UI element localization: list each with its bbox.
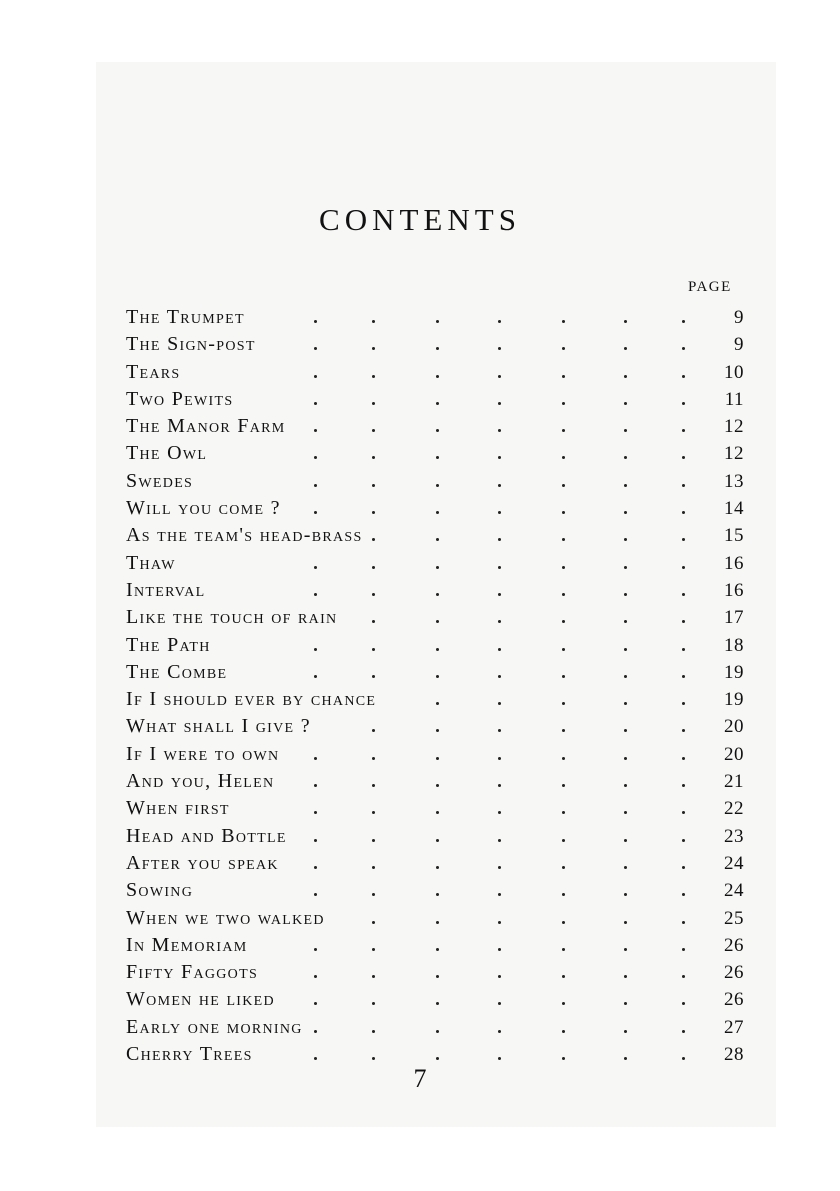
leader-dot [682,948,685,951]
leader-dot [498,402,501,405]
toc-entry-page: 16 [724,579,744,601]
toc-entry-title: After you speak [126,851,279,874]
leader-dot [624,484,627,487]
leader-dot [498,675,501,678]
leader-dot [436,1002,439,1005]
leader-dot [624,839,627,842]
leader-dot [498,429,501,432]
leader-dot [682,566,685,569]
leader-dot [436,456,439,459]
toc-entry [126,795,744,822]
toc-entry-title: Fifty Faggots [126,961,259,984]
leader-dot [624,347,627,350]
leader-dot [498,648,501,651]
leader-dot [624,648,627,651]
toc-entry [126,331,744,358]
leader-dot [624,729,627,732]
leader-dot [436,511,439,514]
toc-entry-page: 15 [724,525,744,547]
leader-dot [682,1030,685,1033]
leader-dot [562,702,565,705]
leader-dot [624,566,627,569]
leader-dot [682,538,685,541]
toc-entry [126,850,744,877]
leader-dot [372,375,375,378]
leader-dot [624,456,627,459]
toc-entry-page: 21 [724,771,744,793]
leader-dot [314,648,317,651]
toc-entry-title: The Sign-post [126,333,256,356]
leader-dot [314,975,317,978]
leader-dot [314,839,317,842]
toc-entry-page: 16 [724,552,744,574]
leader-dot [314,757,317,760]
leader-dot [372,1002,375,1005]
toc-entry-page: 28 [724,1044,744,1066]
leader-dot [314,347,317,350]
leader-dot [624,866,627,869]
leader-dot [562,866,565,869]
leader-dot [372,921,375,924]
leader-dot [682,729,685,732]
dot-leaders [126,359,686,386]
leader-dot [436,757,439,760]
leader-dot [624,702,627,705]
leader-dot [372,402,375,405]
leader-dot [314,811,317,814]
toc-entry-title: Cherry Trees [126,1043,253,1066]
leader-dot [498,511,501,514]
leader-dot [624,948,627,951]
leader-dot [436,484,439,487]
leader-dot [624,375,627,378]
leader-dot [372,347,375,350]
leader-dot [314,784,317,787]
leader-dot [498,839,501,842]
leader-dot [372,839,375,842]
leader-dot [498,893,501,896]
leader-dot [682,648,685,651]
toc-entry [126,604,744,631]
leader-dot [562,729,565,732]
leader-dot [314,1002,317,1005]
toc-entry-page: 12 [724,416,744,438]
leader-dot [562,1002,565,1005]
leader-dot [682,429,685,432]
leader-dot [436,839,439,842]
leader-dot [682,893,685,896]
toc-entry-title: The Path [126,633,211,656]
leader-dot [498,320,501,323]
toc-entry-page: 27 [724,1016,744,1038]
leader-dot [562,402,565,405]
toc-entry-page: 25 [724,907,744,929]
leader-dot [562,1030,565,1033]
leader-dot [314,375,317,378]
leader-dot [314,402,317,405]
leader-dot [436,921,439,924]
leader-dot [498,1057,501,1060]
leader-dot [436,893,439,896]
leader-dot [624,429,627,432]
leader-dot [682,702,685,705]
toc-entry [126,823,744,850]
toc-entry-page: 19 [724,689,744,711]
toc-entry-title: And you, Helen [126,770,275,793]
leader-dot [498,921,501,924]
leader-dot [624,975,627,978]
leader-dot [372,975,375,978]
toc-entry-title: The Trumpet [126,306,245,328]
leader-dot [682,620,685,623]
leader-dot [372,456,375,459]
leader-dot [372,429,375,432]
toc-entry-page: 13 [724,470,744,492]
leader-dot [372,729,375,732]
leader-dot [682,1002,685,1005]
leader-dot [682,839,685,842]
toc-entry-title: If I were to own [126,742,280,765]
leader-dot [562,648,565,651]
leader-dot [562,893,565,896]
toc-entry [126,468,744,495]
leader-dot [314,893,317,896]
leader-dot [436,975,439,978]
toc-entry-page: 22 [724,798,744,820]
leader-dot [682,484,685,487]
toc-entry-title: Sowing [126,879,194,902]
leader-dot [682,1057,685,1060]
leader-dot [372,648,375,651]
toc-entry [126,304,744,331]
leader-dot [624,511,627,514]
leader-dot [314,456,317,459]
leader-dot [498,1002,501,1005]
leader-dot [562,511,565,514]
leader-dot [682,511,685,514]
dot-leaders [126,468,686,495]
toc-entry-page: 26 [724,962,744,984]
toc-entry-title: Thaw [126,551,176,574]
page-title: CONTENTS [319,202,521,237]
leader-dot [562,675,565,678]
toc-entry-page: 9 [734,307,744,328]
leader-dot [372,1030,375,1033]
dot-leaders [126,440,686,467]
toc-entry-page: 12 [724,443,744,465]
leader-dot [372,511,375,514]
leader-dot [436,620,439,623]
leader-dot [682,347,685,350]
toc-entry-title: Interval [126,578,206,601]
leader-dot [314,866,317,869]
toc-entry-title: Swedes [126,469,194,492]
toc-entry-page: 9 [734,334,744,356]
leader-dot [624,620,627,623]
leader-dot [682,593,685,596]
leader-dot [498,1030,501,1033]
leader-dot [372,620,375,623]
toc-entry [126,932,744,959]
leader-dot [624,1002,627,1005]
leader-dot [682,811,685,814]
toc-entry-title: When we two walked [126,906,325,929]
leader-dot [682,784,685,787]
toc-entry-title: Early one morning [126,1015,303,1038]
leader-dot [498,456,501,459]
toc-entry-title: When first [126,797,230,820]
leader-dot [498,948,501,951]
leader-dot [436,320,439,323]
leader-dot [624,320,627,323]
leader-dot [562,757,565,760]
leader-dot [498,702,501,705]
leader-dot [436,347,439,350]
leader-dot [498,347,501,350]
leader-dot [624,593,627,596]
leader-dot [682,866,685,869]
leader-dot [562,320,565,323]
toc-entry [126,686,744,713]
leader-dot [436,866,439,869]
leader-dot [372,538,375,541]
toc-entry-title: As the team's head-brass [126,524,363,547]
toc-entry-page: 20 [724,716,744,738]
leader-dot [682,456,685,459]
toc-entry [126,632,744,659]
page-column-label: PAGE [688,279,732,295]
toc-entry-page: 10 [724,361,744,383]
toc-entry-page: 14 [724,498,744,520]
leader-dot [436,948,439,951]
dot-leaders [126,550,686,577]
toc-entry [126,768,744,795]
toc-entry-page: 26 [724,934,744,956]
toc-entry-title: The Combe [126,660,228,683]
toc-entry-page: 26 [724,989,744,1011]
leader-dot [624,811,627,814]
toc-entry [126,905,744,932]
toc-entry-page: 23 [724,825,744,847]
toc-entry-title: The Manor Farm [126,415,286,438]
toc-entry-title: In Memoriam [126,933,248,956]
leader-dot [436,729,439,732]
leader-dot [498,866,501,869]
toc-entry-title: Women he liked [126,988,275,1011]
leader-dot [314,566,317,569]
leader-dot [498,593,501,596]
leader-dot [624,1030,627,1033]
leader-dot [498,784,501,787]
leader-dot [314,484,317,487]
leader-dot [314,948,317,951]
leader-dot [314,675,317,678]
leader-dot [562,429,565,432]
toc-entry [126,413,744,440]
leader-dot [562,921,565,924]
leader-dot [372,566,375,569]
leader-dot [682,375,685,378]
leader-dot [498,566,501,569]
toc-entry-title: The Owl [126,442,208,465]
leader-dot [624,675,627,678]
leader-dot [624,893,627,896]
leader-dot [682,675,685,678]
leader-dot [436,648,439,651]
toc-entry-page: 24 [724,852,744,874]
leader-dot [436,429,439,432]
toc-entry [126,659,744,686]
toc-entry [126,713,744,740]
toc-entry-page: 18 [724,634,744,656]
leader-dot [562,1057,565,1060]
leader-dot [562,975,565,978]
toc-entry-title: Head and Bottle [126,824,287,847]
leader-dot [498,620,501,623]
leader-dot [436,811,439,814]
dot-leaders [126,877,686,904]
toc-entry [126,386,744,413]
leader-dot [498,484,501,487]
leader-dot [372,866,375,869]
leader-dot [314,1030,317,1033]
leader-dot [314,1057,317,1060]
leader-dot [562,784,565,787]
toc-entry [126,577,744,604]
toc-entry [126,522,744,549]
toc-entry [126,959,744,986]
leader-dot [562,375,565,378]
leader-dot [436,402,439,405]
leader-dot [562,538,565,541]
toc-entry-title: Tears [126,360,181,383]
leader-dot [436,1057,439,1060]
leader-dot [682,402,685,405]
leader-dot [436,784,439,787]
toc-entry [126,495,744,522]
leader-dot [624,1057,627,1060]
leader-dot [436,566,439,569]
leader-dot [314,511,317,514]
leader-dot [372,675,375,678]
leader-dot [682,757,685,760]
leader-dot [498,757,501,760]
toc-entry-page: 17 [724,607,744,629]
leader-dot [314,593,317,596]
leader-dot [372,484,375,487]
leader-dot [372,784,375,787]
leader-dot [562,593,565,596]
leader-dot [498,975,501,978]
leader-dot [498,811,501,814]
leader-dot [682,921,685,924]
toc-entry-page: 24 [724,880,744,902]
leader-dot [562,484,565,487]
leader-dot [314,320,317,323]
leader-dot [624,921,627,924]
toc-entry [126,877,744,904]
leader-dot [562,620,565,623]
toc-entry [126,550,744,577]
toc-entry-page: 20 [724,743,744,765]
leader-dot [372,593,375,596]
toc-entry [126,359,744,386]
toc-entry [126,440,744,467]
page-number: 7 [413,1064,427,1093]
leader-dot [498,538,501,541]
table-of-contents [126,304,744,1068]
leader-dot [436,375,439,378]
toc-entry [126,1014,744,1041]
leader-dot [314,429,317,432]
leader-dot [372,948,375,951]
leader-dot [436,593,439,596]
toc-entry-page: 11 [724,388,744,410]
dot-leaders [126,577,686,604]
leader-dot [372,811,375,814]
toc-entry-page: 19 [724,661,744,683]
leader-dot [562,347,565,350]
leader-dot [562,839,565,842]
leader-dot [372,320,375,323]
leader-dot [562,566,565,569]
toc-entry-title: Will you come ? [126,497,281,520]
toc-entry [126,986,744,1013]
leader-dot [562,811,565,814]
leader-dot [436,702,439,705]
leader-dot [372,1057,375,1060]
leader-dot [682,975,685,978]
leader-dot [498,375,501,378]
leader-dot [562,948,565,951]
leader-dot [436,675,439,678]
leader-dot [562,456,565,459]
leader-dot [436,1030,439,1033]
leader-dot [498,729,501,732]
leader-dot [624,538,627,541]
leader-dot [682,320,685,323]
leader-dot [436,538,439,541]
toc-entry-title: What shall I give ? [126,715,311,738]
leader-dot [624,402,627,405]
toc-entry-title: Two Pewits [126,387,234,410]
toc-entry-title: If I should ever by chance [126,688,377,711]
leader-dot [624,784,627,787]
toc-entry [126,741,744,768]
leader-dot [624,757,627,760]
leader-dot [372,893,375,896]
leader-dot [372,757,375,760]
toc-entry-title: Like the touch of rain [126,606,338,629]
